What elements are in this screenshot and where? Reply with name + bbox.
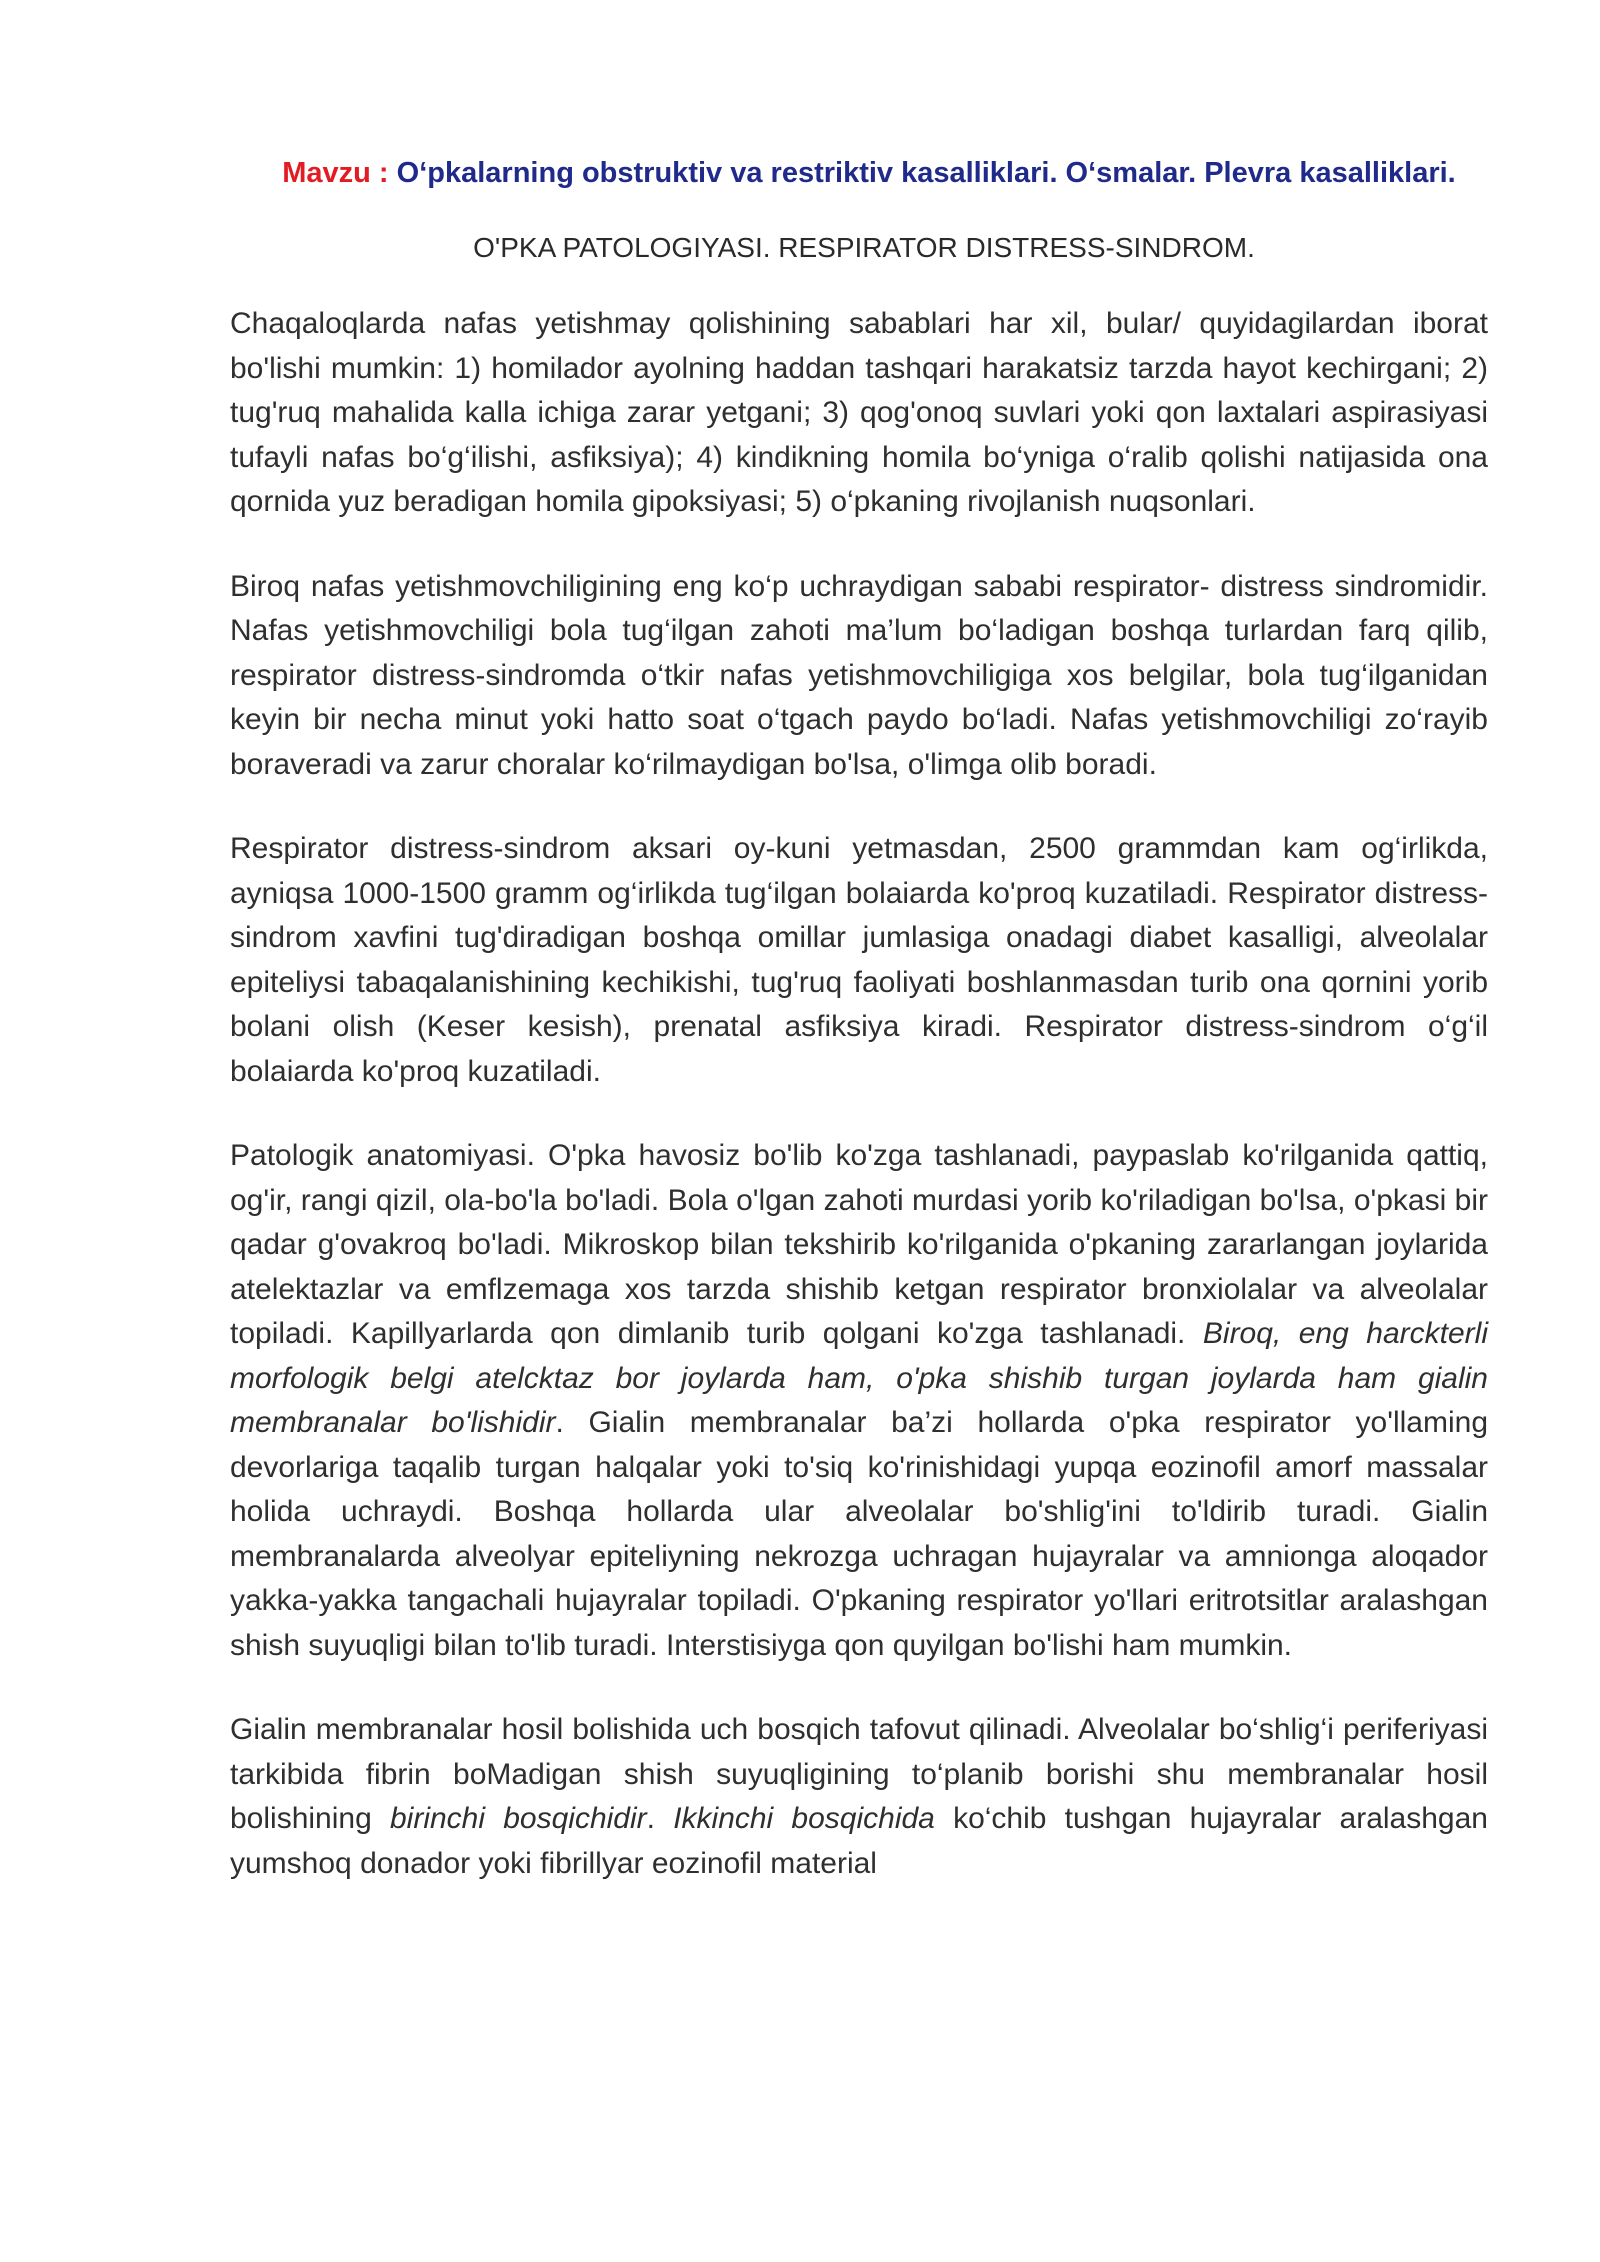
title-label: Mavzu :	[282, 157, 389, 189]
paragraph-5-emphasis-2: Ikkinchi bosqichida	[673, 1802, 935, 1835]
paragraph-4	[230, 1134, 1488, 1668]
paragraph-2: Biroq nafas yetishmovchiligining eng ko‘p uchraydigan sababi respirator- distress sindromidir. Nafas yetishmovchiligi bola tug‘ilgan zahoti ma’lum bo‘ladigan boshqa turlardan farq qilib, respirator distress-sindromda o‘tkir nafas yetishmovchiligiga xos belgilar, bola tug‘ilganidan keyin bir necha minut yoki hatto soat o‘tgach paydo bo‘ladi. Nafas yetishmovchiligi zo‘rayib boraveradi va zarur choralar ko‘rilmaydigan bo'lsa, o'limga olib boradi.	[230, 569, 1488, 781]
paragraph-3: Respirator distress-sindrom aksari oy-kuni yetmasdan, 2500 grammdan kam og‘irlikda, ayniqsa 1000-1500 gramm og‘irlikda tug‘ilgan bolaiarda ko'proq kuzatiladi. Respirator distress-sindrom xavfini tug'diradigan boshqa omillar jumlasiga onadagi diabet kasalligi, alveolalar epiteliysi tabaqalanishining kechikishi, tug'ruq faoliyati boshlanmasdan turib ona qornini yorib bolani olish (Keser kesish), prenatal asfiksiya kiradi. Respirator distress-sindrom o‘g‘il bolaiarda ko'proq kuzatiladi.	[230, 832, 1488, 1088]
paragraph-5-text-c: ko‘chib tushgan hujayralar aralashgan yumshoq donador yoki fibrillyar eozinofil material	[230, 1802, 1488, 1880]
section-heading: O'PKA PATOLOGIYASI. RESPIRATOR DISTRESS-SINDROM.	[473, 232, 1255, 263]
paragraph-5	[230, 1708, 1488, 1886]
paragraph-4-text-b: . Gialin membranalar ba’zi hollarda o'pka respirator yo'llaming devorlariga taqalib turgan halqalar yoki to'siq ko'rinishidagi yupqa eozinofil amorf massalar holida uchraydi. Boshqa hollarda ular alveolalar bo'shlig'ini to'ldirib turadi. Gialin membranalarda alveolyar epiteliyning nekrozga uchragan hujayralar va amnionga aloqador yakka-yakka tangachali hujayralar topiladi. O'pkaning respirator yo'llari eritrotsitlar aralashgan shish suyuqligi bilan to'lib turadi. Interstisiyga qon quyilgan bo'lishi ham mumkin.	[230, 1406, 1489, 1662]
paragraph-4-emphasis: Biroq, eng harckterli morfologik belgi atelcktaz bor joylarda ham, o'pka shishib turgan joylarda ham gialin membranalar bo'lishidir	[230, 1317, 1488, 1439]
paragraph-1: Chaqaloqlarda nafas yetishmay qolishining sabablari har xil, bular/ quyidagilardan iborat bo'lishi mumkin: 1) homilador ayolning haddan tashqari harakatsiz tarzda hayot kechirgani; 2) tug'ruq mahalida kalla ichiga zarar yetgani; 3) qog'onoq suvlari yoki qon laxtalari aspirasiyasi tufayli nafas bo‘g‘ilishi, asfiksiya); 4) kindikning homila bo‘yniga o‘ralib qolishi natijasida ona qornida yuz beradigan homila gipoksiyasi; 5) o‘pkaning rivojlanish nuqsonlari.	[230, 307, 1488, 518]
title-text: O‘pkalarning obstruktiv va restriktiv kasalliklari. O‘smalar. Plevra kasalliklari.	[396, 157, 1456, 189]
paragraph-4-text-a: Patologik anatomiyasi. O'pka havosiz bo'lib ko'zga tashlanadi, paypaslab ko'rilganida qattiq, og'ir, rangi qizil, ola-bo'la bo'ladi. Bola o'lgan zahoti murdasi yorib ko'riladigan bo'lsa, o'pkasi bir qadar g'ovakroq bo'ladi. Mikroskop bilan tekshirib ko'rilganida o'pkaning zararlangan joylarida atelektazlar va emflzemaga xos tarzda shishib ketgan respirator bronxiolalar va alveolalar topiladi. Kapillyarlarda qon dimlanib turib qolgani ko'zga tashlanadi.	[230, 1139, 1488, 1350]
paragraph-5-emphasis-1: birinchi bosqichidir	[389, 1802, 647, 1835]
paragraph-5-text-b: .	[646, 1802, 655, 1835]
document-title	[230, 152, 1488, 194]
paragraph-5-text-a: Gialin membranalar hosil bolishida uch bosqich tafovut qilinadi. Alveolalar bo‘shlig‘i periferiyasi tarkibida fibrin boMadigan shish suyuqligining to‘planib borishi shu membranalar hosil bolishining	[230, 1713, 1488, 1835]
